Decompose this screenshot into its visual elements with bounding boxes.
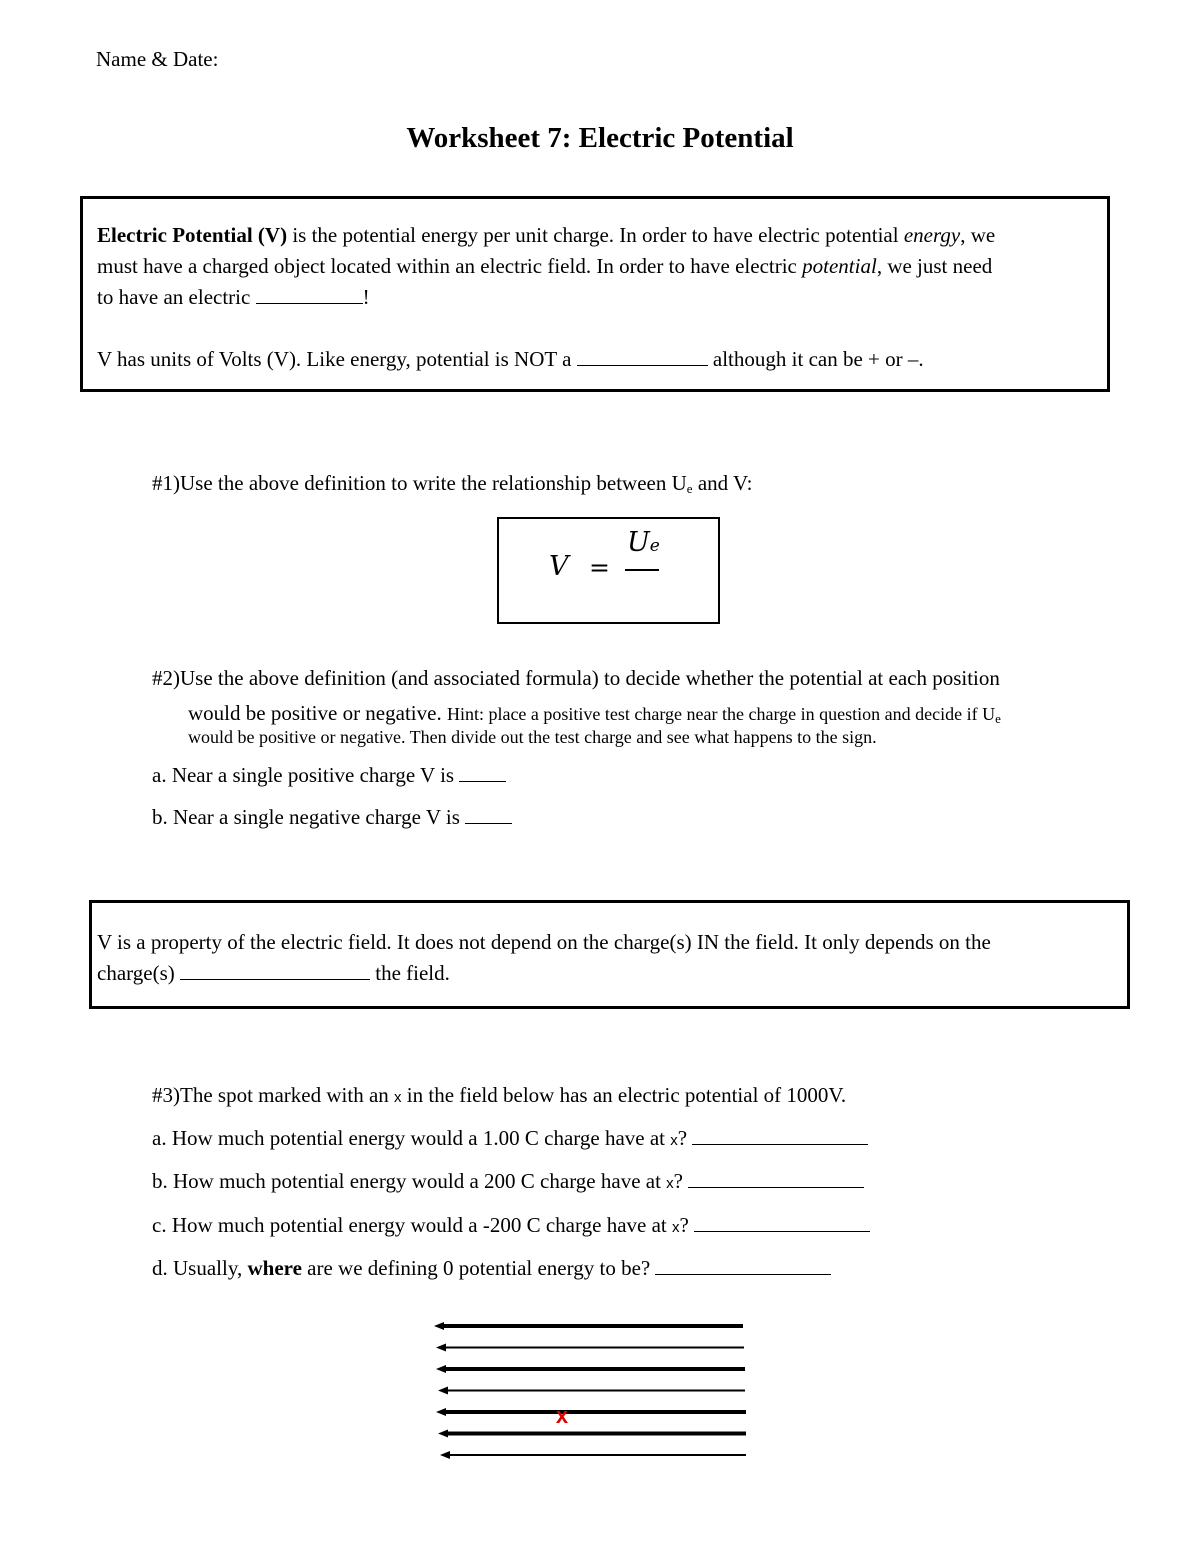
question-2: #2)Use the above definition (and associated formula) to decide whether the potential at each position xyxy=(152,666,1000,690)
formula-box xyxy=(497,517,720,624)
question-3b: b. How much potential energy would a 200 C charge have at x? xyxy=(152,1166,864,1199)
question-2a: a. Near a single positive charge V is xyxy=(152,760,506,791)
answer-blank-2b[interactable] xyxy=(465,805,512,824)
definition-term: Electric Potential (V) xyxy=(97,223,288,247)
question-2-hint-line-2: would be positive or negative. Then divide out the test charge and see what happens to the sign. xyxy=(188,727,877,747)
answer-blank-source[interactable] xyxy=(180,961,370,980)
question-3: #3)The spot marked with an x in the field below has an electric potential of 1000V. xyxy=(152,1083,847,1107)
arrowhead-icon xyxy=(434,1322,444,1330)
definition-line-1: Electric Potential (V) is the potential energy per unit charge. In order to have electric potential energy, we xyxy=(97,223,996,247)
arrowhead-icon xyxy=(436,1408,446,1416)
electric-field-diagram xyxy=(420,1310,760,1475)
question-3a: a. How much potential energy would a 1.00 C charge have at x? xyxy=(152,1123,868,1156)
name-date-label: Name & Date: xyxy=(96,47,219,71)
answer-blank-3c[interactable] xyxy=(694,1213,870,1232)
answer-blank-2a[interactable] xyxy=(459,763,506,782)
question-3c: c. How much potential energy would a -200 C charge have at x? xyxy=(152,1210,870,1243)
property-line-2: charge(s) the field. xyxy=(97,961,450,985)
definition-line-3: to have an electric ! xyxy=(97,285,370,309)
x-marker: x xyxy=(555,1403,569,1428)
arrowhead-icon xyxy=(438,1387,448,1395)
arrowhead-icon xyxy=(436,1365,446,1373)
formula-lhs: V xyxy=(549,551,569,582)
question-2b: b. Near a single negative charge V is xyxy=(152,802,512,833)
definition-line-2: must have a charged object located within an electric field. In order to have electric potential, we just need xyxy=(97,254,993,278)
arrowhead-icon xyxy=(438,1430,448,1438)
question-2-hint-line-1: would be positive or negative. Hint: place a positive test charge near the charge in question and decide if Ue xyxy=(188,701,1001,726)
formula-numerator: Ue xyxy=(627,527,660,558)
property-line-1: V is a property of the electric field. It does not depend on the charge(s) IN the field. It only depends on the xyxy=(97,930,991,954)
answer-blank-vector[interactable] xyxy=(577,347,708,366)
answer-blank-3a[interactable] xyxy=(692,1126,868,1145)
answer-blank-3d[interactable] xyxy=(655,1256,831,1275)
arrowhead-icon xyxy=(440,1451,450,1459)
page-title: Worksheet 7: Electric Potential xyxy=(406,122,794,154)
answer-blank-field[interactable] xyxy=(256,285,363,304)
fraction-bar xyxy=(625,569,659,571)
definition-line-4: V has units of Volts (V). Like energy, potential is NOT a although it can be + or –. xyxy=(97,347,924,371)
arrowhead-icon xyxy=(436,1344,446,1352)
formula-equals: = xyxy=(589,553,610,582)
question-3d: d. Usually, where are we defining 0 potential energy to be? xyxy=(152,1253,831,1284)
question-1: #1)Use the above definition to write the relationship between Ue and V: xyxy=(152,471,753,496)
answer-blank-3b[interactable] xyxy=(688,1169,864,1188)
